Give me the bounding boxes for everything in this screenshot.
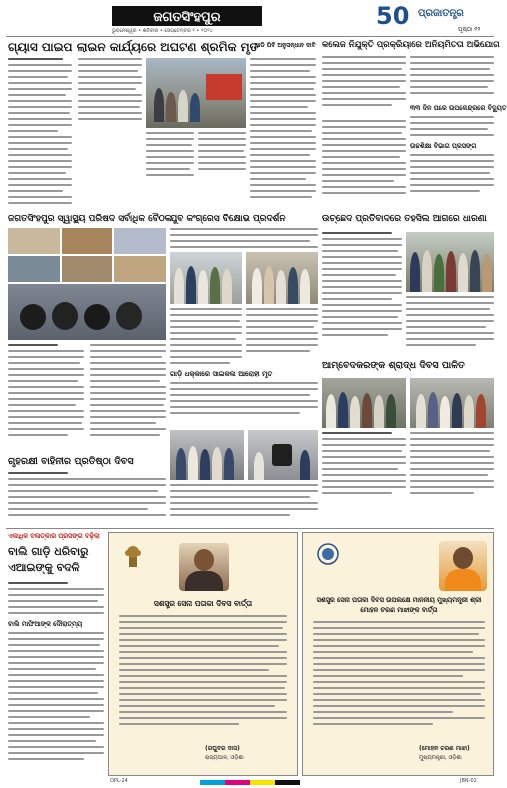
article-text-col16 — [322, 432, 494, 526]
protest-photo — [406, 232, 494, 292]
article-text-col18 — [170, 484, 318, 524]
ad-message-title-right: ସଶସ୍ତ୍ର ସେନା ପତାକା ଦିବସ ଉପଲକ୍ଷେ ମାନନୀୟ ମୁଖ୍ୟମନ୍ତ୍ରୀ ଶ୍ରୀ ମୋହନ ଚରଣ ମାଝୀଙ୍କ ବାର୍ତ୍ତା — [316, 596, 482, 614]
article-text-col17 — [8, 472, 166, 522]
headline-side: ଆଡି ପିବି ଅନୁସନ୍ଧାନ ଦାବି — [254, 42, 316, 49]
article-text-col3 — [146, 132, 246, 208]
footer-code-right: JBN-02 — [460, 778, 477, 784]
headline-1: ଗ୍ୟାସ ପାଇପ ଲାଇନ କାର୍ଯ୍ୟରେ ଅଘଟଣ ଶ୍ରମିକ ମୃତ — [8, 40, 259, 54]
headline-11-kicker: ଏକାଧିକ ବଳାତ୍କାର ପ୍ରସଙ୍ଗ ବଢ଼ିଲା — [8, 532, 100, 540]
article-text-col7 — [410, 116, 494, 144]
accident-photo — [146, 58, 246, 128]
odisha-emblem-icon — [317, 543, 339, 565]
ad-message-title-left: ସଶସ୍ତ୍ର ସେନା ପତାକା ଦିବସ ବାର୍ତ୍ତା — [153, 599, 253, 608]
cm-message-ad — [302, 532, 494, 776]
footer-code-left: OPL-24 — [110, 778, 128, 784]
page-label: ପୃଷ୍ଠା ୧୨ — [458, 26, 481, 33]
governor-portrait — [179, 543, 229, 591]
section-title-banner — [112, 6, 262, 26]
brand-name: ପ୍ରଜାତନ୍ତ୍ର — [418, 8, 464, 19]
article-text-col11 — [406, 296, 494, 356]
dateline: ଭୁବନେଶ୍ୱର • ଶନିବାର • ସେପ୍ଟେମ୍ବର ୨ • ୨୦୨୪ — [112, 28, 213, 34]
headline-3: ୩୩ ଦିନ ପରେ ଉପକେନ୍ଦ୍ରରେ ବିଦ୍ୟୁତ — [410, 104, 507, 112]
ad-body-right — [313, 621, 485, 735]
youth-congress-photo-1 — [170, 252, 242, 304]
article-text-col10 — [322, 232, 402, 354]
color-registration-bar — [200, 780, 300, 785]
vessels-photo — [8, 284, 166, 340]
memorial-photo-1 — [322, 378, 406, 428]
headline-9: ଗୃହରକ୍ଷୀ ବାହିନୀର ପ୍ରତିଷ୍ଠା ଦିବସ — [8, 456, 134, 467]
headline-5: ଉଚ୍ଛେଦ ପ୍ରତିବାଦରେ ତହସିଲ ଆଗରେ ଧାରଣା — [322, 214, 487, 224]
article-text-col4 — [250, 58, 316, 208]
memorial-photo-2 — [410, 378, 494, 428]
headline-8: ଆମ୍ବେଦକରଙ୍କ ଶ୍ରାଦ୍ଧ ଦିବସ ପାଳିତ — [322, 360, 465, 371]
anniversary-logo — [376, 2, 418, 32]
headline-11: ବାଲି ଗାଡ଼ି ଧରିବାରୁ ଏଆଇଙ୍କୁ ବଦଳି — [8, 545, 89, 574]
headline-2: କଲେଜ ନିଯୁକ୍ତି ପ୍ରକ୍ରିୟାରେ ଅନିୟମିତତା ଅଭିଯୋଗ — [322, 40, 500, 50]
article-text-col5 — [322, 56, 406, 116]
section-title: ଜଗତସିଂହପୁର — [153, 10, 221, 25]
ceremony-photo — [248, 430, 318, 480]
signature-role-left: ରାଜ୍ୟପାଳ, ଓଡ଼ିଶା — [205, 755, 244, 761]
meeting-photo-grid — [8, 228, 166, 282]
article-text-col20 — [8, 632, 104, 774]
signature-role-right: ମୁଖ୍ୟମନ୍ତ୍ରୀ, ଓଡ଼ିଶା — [419, 755, 462, 761]
headline-7: ଯୁବ କଂଗ୍ରେସ ବିକ୍ଷୋଭ ପ୍ରଦର୍ଶନ — [170, 214, 286, 224]
masthead — [0, 0, 500, 36]
headline-4: ଉଚ୍ଚଶିକ୍ଷା ବିଭାଗ ପ୍ରସଙ୍ଗ — [410, 142, 477, 150]
article-text-col2 — [78, 58, 142, 158]
emblem-icon — [123, 543, 143, 569]
article-text-col15 — [170, 382, 318, 426]
signature-left: (ରଘୁବର ଦାସ) — [205, 745, 240, 752]
headline-10: ଗାଡ଼ି ଧକ୍କାରେ ସାଇକଲ ଆରୋହୀ ମୃତ — [170, 370, 273, 378]
article-text-col9 — [410, 154, 494, 204]
article-text-col8 — [322, 120, 406, 210]
article-text-col12 — [8, 344, 166, 452]
anniversary-number: 50 — [376, 2, 410, 30]
headline-12: ବାଲି ମାଫିଆଙ୍କ ଦୌରାତ୍ମ୍ୟ — [8, 620, 83, 628]
article-text-col6 — [410, 56, 494, 102]
home-guard-photo — [170, 430, 244, 480]
cm-portrait — [439, 541, 487, 591]
youth-congress-photo-2 — [246, 252, 318, 304]
headline-6: ଜଗତସିଂହପୁର ସ୍ୱାସ୍ଥ୍ୟ ପରିଷଦ ସର୍ବାଧିକ ବୈଠକ — [8, 214, 172, 224]
governor-message-ad — [108, 532, 298, 776]
article-text-col13 — [170, 228, 318, 250]
signature-right: (ମୋହନ ଚରଣ ମାଝୀ) — [419, 745, 470, 752]
article-text-col19 — [8, 582, 104, 618]
ad-body-left — [119, 615, 287, 735]
article-text-col1 — [8, 58, 72, 208]
